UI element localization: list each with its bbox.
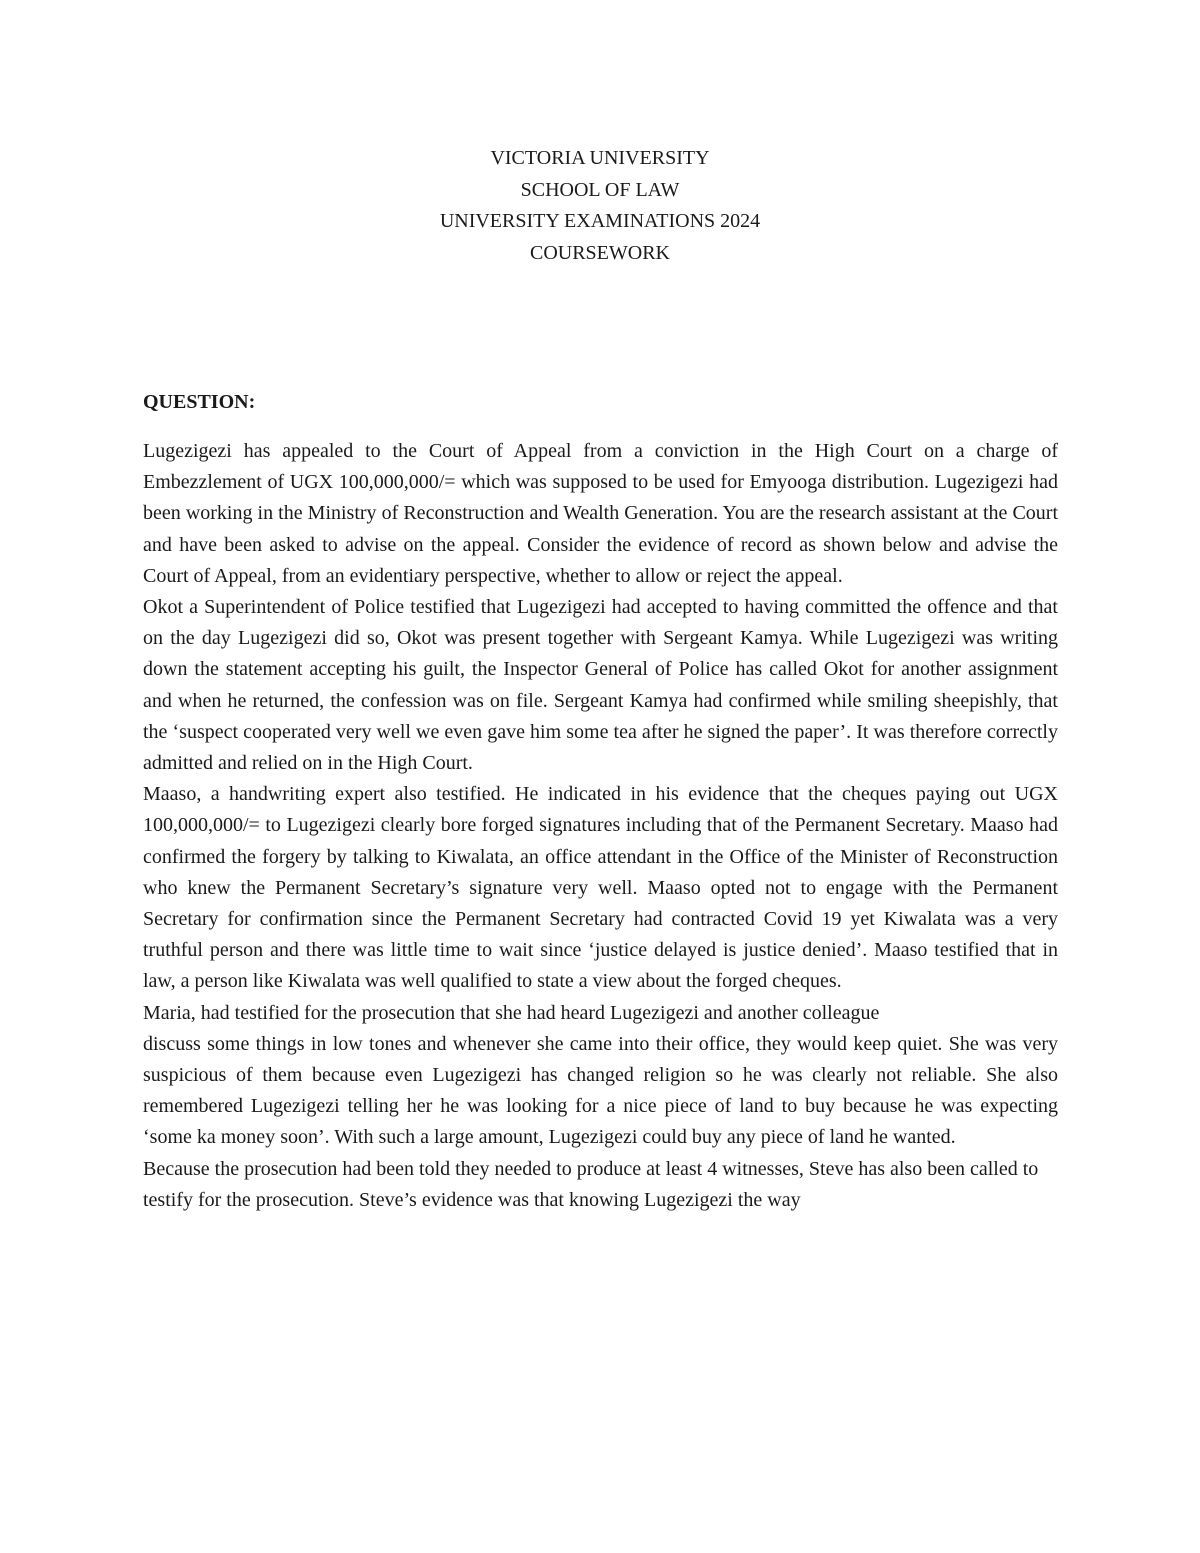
paragraph-maria-cont: discuss some things in low tones and whenever she came into their office, they would keep quiet. She was very suspicious of them because even Lugezigezi has changed religion so he was clearly not reliable. She also remembered Lugezigezi telling her he was looking for a nice piece of land to buy because he was expecting ‘some ka money soon’. With such a large amount, Lugezigezi could buy any piece of land he wanted. xyxy=(143,1032,1058,1149)
exam-title: UNIVERSITY EXAMINATIONS 2024 xyxy=(439,210,761,232)
paragraph-steve: Because the prosecution had been told they needed to produce at least 4 witnesses, Steve has also been called to testify for the prosecution. Steve’s evidence was that knowing Lugezigezi the way xyxy=(143,1157,1039,1211)
paragraph-okot: Okot a Superintendent of Police testified that Lugezigezi had accepted to having committed the offence and that on the day Lugezigezi did so, Okot was present together with Sergeant Kamya. While Lugezigezi was writing down the statement accepting his guilt, the Inspector General of Police has called Okot for another assignment and when he returned, the confession was on file. Sergeant Kamya had confirmed while smiling sheepishly, that the ‘suspect cooperated very well we even gave him some tea after he signed the paper’. It was therefore correctly admitted and relied on in the High Court. xyxy=(143,596,1058,775)
paragraph-maaso: Maaso, a handwriting expert also testified. He indicated in his evidence that the cheques paying out UGX 100,000,000/= to Lugezigezi clearly bore forged signatures including that of the Permanent Secretary. Maaso had confirmed the forgery by talking to Kiwalata, an office attendant in the Office of the Minister of Reconstruction who knew the Permanent Secretary’s signature very well. Maaso opted not to engage with the Permanent Secretary for confirmation since the Permanent Secretary had contracted Covid 19 yet Kiwalata was a very truthful person and there was little time to wait since ‘justice delayed is justice denied’. Maaso testified that in law, a person like Kiwalata was well qualified to state a view about the forged cheques. xyxy=(143,783,1058,993)
university-name: VICTORIA UNIVERSITY xyxy=(490,147,710,169)
question-body xyxy=(143,436,1058,1216)
paragraph-maria-start: Maria, had testified for the prosecution that she had heard Lugezigezi and another colleague xyxy=(143,1001,880,1024)
question-heading: QUESTION: xyxy=(143,391,256,413)
paragraph-intro: Lugezigezi has appealed to the Court of Appeal from a conviction in the High Court on a charge of Embezzlement of UGX 100,000,000/= which was supposed to be used for Emyooga distribution. Lugezigezi had been working in the Ministry of Reconstruction and Wealth Generation. You are the research assistant at the Court and have been asked to advise on the appeal. Consider the evidence of record as shown below and advise the Court of Appeal, from an evidentiary perspective, whether to allow or reject the appeal. xyxy=(143,440,1058,587)
document-header xyxy=(0,143,1200,269)
document-type: COURSEWORK xyxy=(529,241,670,264)
school-name: SCHOOL OF LAW xyxy=(520,178,680,201)
